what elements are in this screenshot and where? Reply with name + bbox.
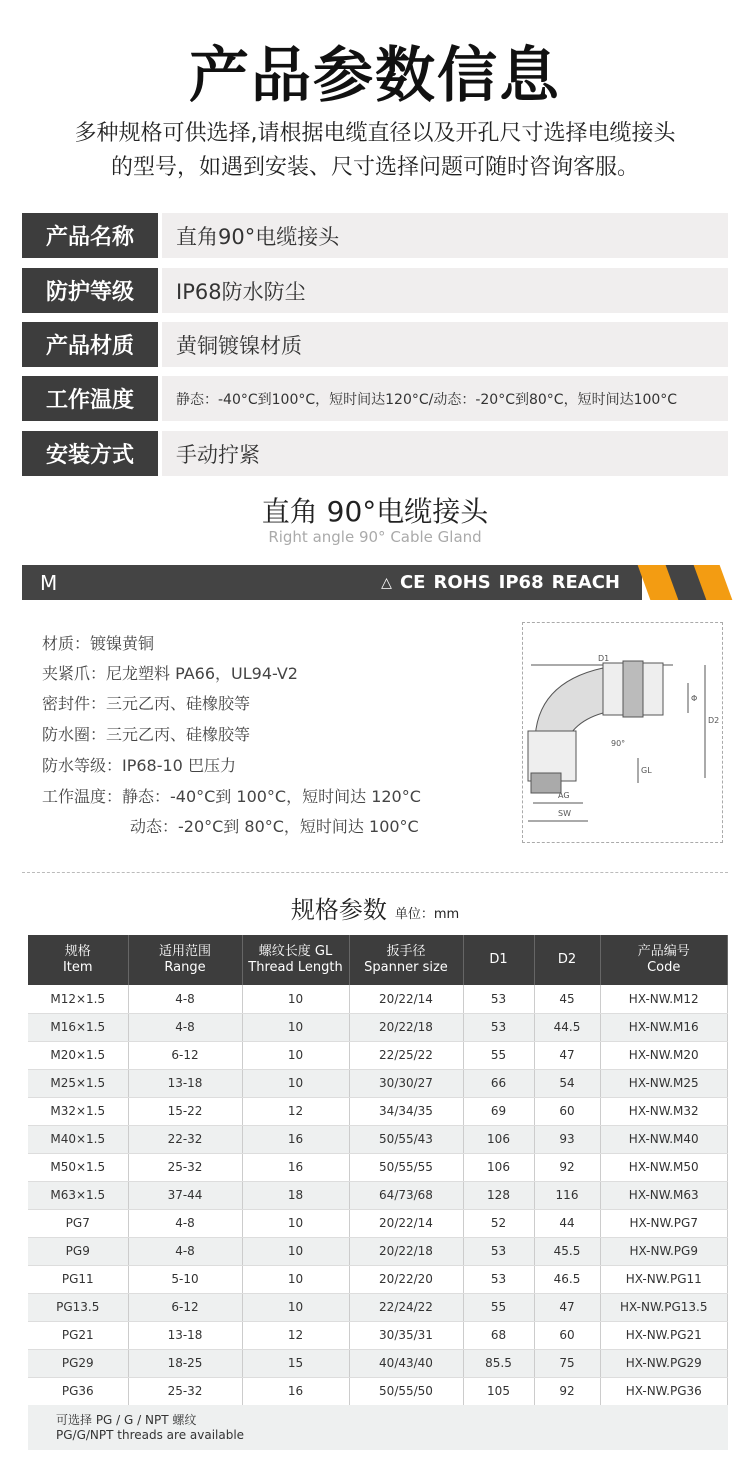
table-cell: M12×1.5 bbox=[28, 985, 128, 1013]
table-cell: 6-12 bbox=[128, 1293, 242, 1321]
table-cell: 22/24/22 bbox=[349, 1293, 463, 1321]
table-cell: 53 bbox=[463, 985, 534, 1013]
table-row bbox=[28, 1321, 728, 1349]
column-header bbox=[128, 935, 242, 985]
table-cell: 54 bbox=[534, 1069, 600, 1097]
table-cell: 5-10 bbox=[128, 1265, 242, 1293]
table-cell: 53 bbox=[463, 1237, 534, 1265]
table-cell: 34/34/35 bbox=[349, 1097, 463, 1125]
table-cell: 50/55/43 bbox=[349, 1125, 463, 1153]
table-cell: 10 bbox=[242, 1041, 349, 1069]
table-cell: PG36 bbox=[28, 1377, 128, 1405]
table-cell: HX-NW.M25 bbox=[600, 1069, 728, 1097]
spec-temperature-dynamic: 动态：-20°C到 80°C，短时间达 100°C bbox=[130, 817, 419, 836]
section-title bbox=[0, 890, 750, 925]
table-cell: HX-NW.PG7 bbox=[600, 1209, 728, 1237]
intro-line-1: 多种规格可供选择,请根据电缆直径以及开孔尺寸选择电缆接头 bbox=[74, 121, 676, 146]
table-cell: 66 bbox=[463, 1069, 534, 1097]
table-cell: 44.5 bbox=[534, 1013, 600, 1041]
column-header bbox=[463, 935, 534, 985]
table-row bbox=[28, 1209, 728, 1237]
technical-drawing bbox=[522, 622, 723, 843]
table-cell: PG11 bbox=[28, 1265, 128, 1293]
table-cell: HX-NW.M63 bbox=[600, 1181, 728, 1209]
column-header bbox=[28, 935, 128, 985]
header-cn: D1 bbox=[489, 952, 508, 967]
table-cell: HX-NW.PG36 bbox=[600, 1377, 728, 1405]
spec-protection: 防水等级：IP68-10 巴压力 bbox=[42, 756, 236, 775]
svg-text:D1: D1 bbox=[598, 654, 610, 663]
table-row bbox=[28, 1293, 728, 1321]
param-row bbox=[22, 268, 728, 313]
table-cell: 4-8 bbox=[128, 985, 242, 1013]
table-cell: 10 bbox=[242, 985, 349, 1013]
table-row bbox=[28, 1013, 728, 1041]
table-cell: M32×1.5 bbox=[28, 1097, 128, 1125]
table-cell: 10 bbox=[242, 1013, 349, 1041]
table-cell: HX-NW.M12 bbox=[600, 985, 728, 1013]
table-cell: HX-NW.PG13.5 bbox=[600, 1293, 728, 1321]
table-cell: 30/35/31 bbox=[349, 1321, 463, 1349]
table-cell: 16 bbox=[242, 1377, 349, 1405]
table-cell: 20/22/20 bbox=[349, 1265, 463, 1293]
table-cell: 10 bbox=[242, 1237, 349, 1265]
header-cn: 螺纹长度 GL bbox=[258, 944, 333, 959]
table-cell: 92 bbox=[534, 1377, 600, 1405]
header-en: Item bbox=[62, 960, 93, 975]
table-cell: 6-12 bbox=[128, 1041, 242, 1069]
table-cell: 10 bbox=[242, 1293, 349, 1321]
table-cell: HX-NW.M16 bbox=[600, 1013, 728, 1041]
table-cell: 60 bbox=[534, 1321, 600, 1349]
param-value: IP68防水防尘 bbox=[162, 268, 728, 313]
table-cell: 10 bbox=[242, 1265, 349, 1293]
table-cell: 55 bbox=[463, 1293, 534, 1321]
column-header bbox=[242, 935, 349, 985]
svg-text:90°: 90° bbox=[611, 739, 626, 748]
header-cn: 产品编号 bbox=[637, 944, 690, 959]
table-row bbox=[28, 1181, 728, 1209]
header-en: Spanner size bbox=[364, 960, 448, 975]
table-row bbox=[28, 1041, 728, 1069]
table-cell: PG9 bbox=[28, 1237, 128, 1265]
table-cell: HX-NW.PG29 bbox=[600, 1349, 728, 1377]
table-cell: 69 bbox=[463, 1097, 534, 1125]
param-label: 工作温度 bbox=[22, 376, 158, 421]
table-cell: HX-NW.M50 bbox=[600, 1153, 728, 1181]
table-cell: 18 bbox=[242, 1181, 349, 1209]
table-row bbox=[28, 1265, 728, 1293]
param-value: 静态：-40°C到100°C，短时间达120°C/动态：-20°C到80°C，短时间达100°C bbox=[162, 376, 728, 421]
table-cell: 10 bbox=[242, 1069, 349, 1097]
table-cell: 16 bbox=[242, 1125, 349, 1153]
header-cn: D2 bbox=[557, 952, 577, 967]
table-row bbox=[28, 1069, 728, 1097]
table-cell: M16×1.5 bbox=[28, 1013, 128, 1041]
table-cell: HX-NW.M32 bbox=[600, 1097, 728, 1125]
cert-rohs: ROHS bbox=[433, 572, 491, 593]
table-cell: 106 bbox=[463, 1125, 534, 1153]
table-cell: 25-32 bbox=[128, 1153, 242, 1181]
column-header bbox=[349, 935, 463, 985]
table-cell: 12 bbox=[242, 1097, 349, 1125]
table-cell: 53 bbox=[463, 1013, 534, 1041]
table-cell: 68 bbox=[463, 1321, 534, 1349]
table-cell: 92 bbox=[534, 1153, 600, 1181]
cert-ce: CE bbox=[399, 572, 426, 593]
table-cell: PG29 bbox=[28, 1349, 128, 1377]
table-row bbox=[28, 1377, 728, 1405]
table-cell: 30/30/27 bbox=[349, 1069, 463, 1097]
table-cell: 37-44 bbox=[128, 1181, 242, 1209]
table-cell: PG13.5 bbox=[28, 1293, 128, 1321]
table-cell: 45 bbox=[534, 985, 600, 1013]
table-row bbox=[28, 1097, 728, 1125]
table-cell: 13-18 bbox=[128, 1321, 242, 1349]
svg-text:SW: SW bbox=[558, 809, 571, 818]
section-title-text: 规格参数 bbox=[290, 896, 387, 924]
page-title: 产品参数信息 bbox=[189, 41, 561, 111]
spec-table bbox=[28, 935, 728, 1406]
series-bar bbox=[22, 565, 642, 600]
table-cell: 47 bbox=[534, 1041, 600, 1069]
table-cell: 44 bbox=[534, 1209, 600, 1237]
svg-text:GL: GL bbox=[641, 766, 652, 775]
column-header bbox=[534, 935, 600, 985]
intro-line-2: 的型号，如遇到安装、尺寸选择问题可随时咨询客服。 bbox=[110, 155, 639, 180]
table-cell: 64/73/68 bbox=[349, 1181, 463, 1209]
table-cell: 18-25 bbox=[128, 1349, 242, 1377]
param-label: 产品材质 bbox=[22, 322, 158, 367]
spec-oring: 防水圈：三元乙丙、硅橡胶等 bbox=[42, 725, 251, 744]
header-en: Thread Length bbox=[248, 960, 343, 975]
table-cell: 128 bbox=[463, 1181, 534, 1209]
table-cell: HX-NW.PG11 bbox=[600, 1265, 728, 1293]
svg-text:AG: AG bbox=[558, 791, 570, 800]
table-cell: 50/55/55 bbox=[349, 1153, 463, 1181]
table-cell: HX-NW.M40 bbox=[600, 1125, 728, 1153]
table-cell: HX-NW.M20 bbox=[600, 1041, 728, 1069]
table-cell: 16 bbox=[242, 1153, 349, 1181]
table-cell: 12 bbox=[242, 1321, 349, 1349]
tuv-icon: △ bbox=[381, 574, 392, 591]
spec-temperature: 工作温度：静态：-40°C到 100°C，短时间达 120°C bbox=[42, 787, 421, 806]
table-cell: 45.5 bbox=[534, 1237, 600, 1265]
param-value: 黄铜镀镍材质 bbox=[162, 322, 728, 367]
param-label: 防护等级 bbox=[22, 268, 158, 313]
cert-reach: REACH bbox=[551, 572, 620, 593]
svg-text:Φ: Φ bbox=[691, 694, 698, 703]
note-cn: 可选择 PG / G / NPT 螺纹 bbox=[56, 1413, 197, 1427]
table-cell: 93 bbox=[534, 1125, 600, 1153]
table-cell: M63×1.5 bbox=[28, 1181, 128, 1209]
table-cell: 75 bbox=[534, 1349, 600, 1377]
table-cell: 4-8 bbox=[128, 1209, 242, 1237]
spec-seal: 密封件：三元乙丙、硅橡胶等 bbox=[42, 694, 251, 713]
table-cell: PG7 bbox=[28, 1209, 128, 1237]
table-row bbox=[28, 1153, 728, 1181]
series-label: M bbox=[40, 571, 58, 595]
table-cell: M25×1.5 bbox=[28, 1069, 128, 1097]
table-row bbox=[28, 1237, 728, 1265]
spec-material: 材质：镀镍黄铜 bbox=[42, 634, 155, 653]
header-cn: 扳手径 bbox=[386, 944, 426, 959]
header-cn: 规格 bbox=[64, 944, 91, 959]
table-cell: 60 bbox=[534, 1097, 600, 1125]
product-subtitle: Right angle 90° Cable Gland bbox=[268, 528, 482, 546]
certifications bbox=[381, 572, 620, 593]
table-row bbox=[28, 985, 728, 1013]
table-cell: M50×1.5 bbox=[28, 1153, 128, 1181]
table-cell: HX-NW.PG21 bbox=[600, 1321, 728, 1349]
table-cell: 20/22/14 bbox=[349, 1209, 463, 1237]
divider bbox=[22, 872, 728, 873]
table-cell: PG21 bbox=[28, 1321, 128, 1349]
param-row bbox=[22, 213, 728, 258]
table-cell: 13-18 bbox=[128, 1069, 242, 1097]
table-cell: 106 bbox=[463, 1153, 534, 1181]
table-cell: 4-8 bbox=[128, 1237, 242, 1265]
param-label: 产品名称 bbox=[22, 213, 158, 258]
product-title: 直角 90°电缆接头 bbox=[261, 495, 489, 528]
param-value: 手动拧紧 bbox=[162, 431, 728, 476]
table-row bbox=[28, 1349, 728, 1377]
table-cell: 52 bbox=[463, 1209, 534, 1237]
table-cell: 47 bbox=[534, 1293, 600, 1321]
table-row bbox=[28, 1125, 728, 1153]
table-cell: 22/25/22 bbox=[349, 1041, 463, 1069]
note-en: PG/G/NPT threads are available bbox=[56, 1428, 245, 1442]
spec-clamp: 夹紧爪：尼龙塑料 PA66，UL94-V2 bbox=[42, 664, 298, 683]
table-cell: 10 bbox=[242, 1209, 349, 1237]
header-en: Range bbox=[164, 960, 206, 975]
thread-note bbox=[28, 1405, 728, 1450]
table-cell: M40×1.5 bbox=[28, 1125, 128, 1153]
column-header bbox=[600, 935, 728, 985]
table-cell: 46.5 bbox=[534, 1265, 600, 1293]
table-cell: 20/22/18 bbox=[349, 1237, 463, 1265]
table-cell: 22-32 bbox=[128, 1125, 242, 1153]
table-cell: HX-NW.PG9 bbox=[600, 1237, 728, 1265]
table-cell: 4-8 bbox=[128, 1013, 242, 1041]
table-cell: 15 bbox=[242, 1349, 349, 1377]
header-cn: 适用范围 bbox=[158, 944, 211, 959]
table-cell: 25-32 bbox=[128, 1377, 242, 1405]
table-cell: 40/43/40 bbox=[349, 1349, 463, 1377]
table-cell: 116 bbox=[534, 1181, 600, 1209]
param-row bbox=[22, 431, 728, 476]
table-cell: 53 bbox=[463, 1265, 534, 1293]
unit-label: 单位：mm bbox=[394, 907, 460, 922]
table-cell: 15-22 bbox=[128, 1097, 242, 1125]
header-en: Code bbox=[647, 960, 681, 975]
svg-text:D2: D2 bbox=[708, 716, 720, 725]
table-cell: 105 bbox=[463, 1377, 534, 1405]
param-value: 直角90°电缆接头 bbox=[162, 213, 728, 258]
table-cell: 55 bbox=[463, 1041, 534, 1069]
table-cell: 20/22/14 bbox=[349, 985, 463, 1013]
param-row bbox=[22, 376, 728, 421]
cert-ip68: IP68 bbox=[498, 572, 544, 593]
param-label: 安装方式 bbox=[22, 431, 158, 476]
param-row bbox=[22, 322, 728, 367]
table-cell: 20/22/18 bbox=[349, 1013, 463, 1041]
table-cell: 85.5 bbox=[463, 1349, 534, 1377]
table-cell: M20×1.5 bbox=[28, 1041, 128, 1069]
table-cell: 50/55/50 bbox=[349, 1377, 463, 1405]
